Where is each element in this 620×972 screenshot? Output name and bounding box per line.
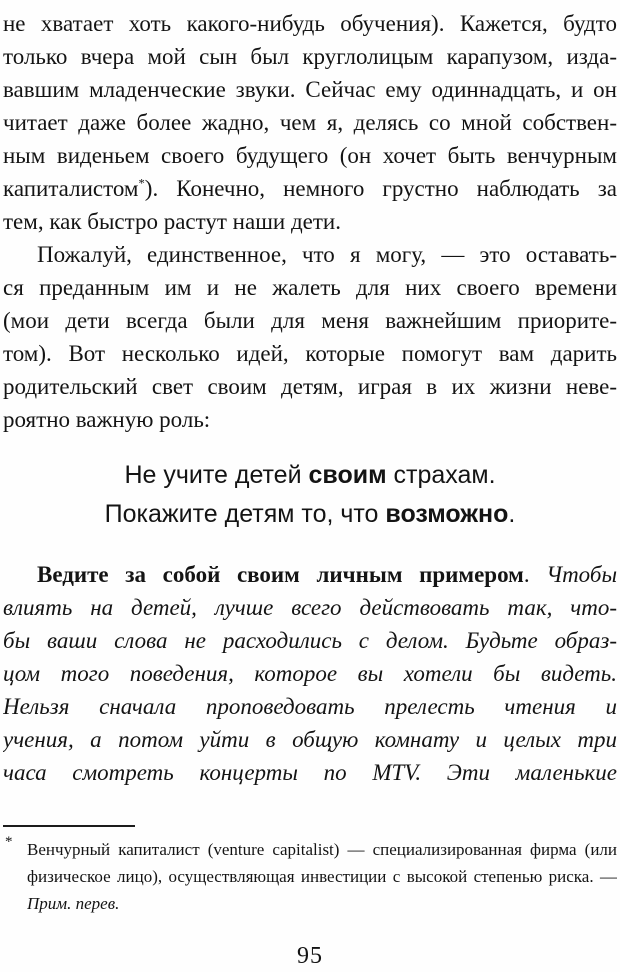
text-run: Чтобы xyxy=(546,562,617,587)
text-line xyxy=(3,657,617,690)
text-line xyxy=(3,7,617,40)
text-run: . xyxy=(523,562,547,587)
text-run: . xyxy=(508,500,516,528)
text-line xyxy=(3,304,617,337)
text-run: ). Конечно, немного грустно наблюдать за xyxy=(144,176,617,201)
footnote-marker: * xyxy=(5,834,13,850)
text-line xyxy=(3,172,617,205)
text-line xyxy=(3,106,617,139)
text-run: физическое лицо), осуществляющая инвестиции с высокой степенью риска. — xyxy=(27,867,617,886)
text-run: цом того поведения, которое вы хотели бы видеть. xyxy=(3,661,617,686)
footnote-text xyxy=(3,836,617,917)
text-line xyxy=(3,690,617,723)
text-run: своим xyxy=(308,461,387,489)
text-line xyxy=(3,40,617,73)
text-line xyxy=(3,723,617,756)
text-run: роятно важную роль: xyxy=(3,407,211,432)
page-number: 95 xyxy=(297,943,323,969)
text-line xyxy=(3,205,617,238)
text-run: (мои дети всегда были для меня важнейшим приорите- xyxy=(3,308,617,333)
text-run: * xyxy=(138,176,145,191)
paragraph-2 xyxy=(3,238,617,436)
text-line xyxy=(3,495,617,534)
quote-block xyxy=(3,456,617,534)
text-line xyxy=(3,756,617,789)
paragraph-3 xyxy=(3,558,617,789)
text-line xyxy=(27,890,617,917)
text-run: Нельзя сначала проповедовать прелесть чтения и xyxy=(3,694,617,719)
text-run: Венчурный капиталист (venture capitalist) — специализированная фирма (или xyxy=(27,840,617,859)
text-run: учения, а потом уйти в общую комнату и целых три xyxy=(3,727,617,752)
text-run: влиять на детей, лучше всего действовать так, что- xyxy=(3,595,617,620)
text-line xyxy=(3,591,617,624)
text-run: часа смотреть концерты по MTV. Эти маленькие xyxy=(3,760,617,785)
text-line xyxy=(27,863,617,890)
text-run: ным виденьем своего будущего (он хочет быть венчурным xyxy=(3,143,617,168)
text-line xyxy=(3,337,617,370)
text-run: ся преданным им и не жалеть для них своего времени xyxy=(3,275,617,300)
text-run: возможно xyxy=(385,500,509,528)
text-run: только вчера мой сын был круглолицым карапузом, изда- xyxy=(3,44,617,69)
text-run: родительский свет своим детям, играя в их жизни неве- xyxy=(3,374,617,399)
text-run: Покажите детям то, что xyxy=(104,500,386,528)
text-run: тем, как быстро растут наши дети. xyxy=(3,209,341,234)
text-run: Прим. перев. xyxy=(27,894,120,913)
text-run: бы ваши слова не расходились с делом. Будьте образ- xyxy=(3,628,617,653)
paragraph-1 xyxy=(3,7,617,238)
text-line xyxy=(3,139,617,172)
text-line xyxy=(3,624,617,657)
text-run: Не учите детей xyxy=(124,461,309,489)
text-line xyxy=(3,558,617,591)
text-line xyxy=(27,836,617,863)
text-run: страхам. xyxy=(386,461,496,489)
text-line xyxy=(3,73,617,106)
text-run: Пожалуй, единственное, что я могу, — это оставать- xyxy=(37,242,617,267)
text-run: вавшим младенческие звуки. Сейчас ему одиннадцать, и он xyxy=(3,77,617,102)
text-run: Ведите за собой своим личным примером xyxy=(37,562,524,587)
text-line xyxy=(3,238,617,271)
text-run: том). Вот несколько идей, которые помогут вам дарить xyxy=(3,341,617,366)
text-run: капиталистом xyxy=(3,176,139,201)
text-line xyxy=(3,403,617,436)
text-line xyxy=(3,456,617,495)
text-line xyxy=(3,271,617,304)
text-run: читает даже более жадно, чем я, делясь со мной собствен- xyxy=(3,110,617,135)
footnote-separator xyxy=(3,825,135,827)
text-run: не хватает хоть какого-нибудь обучения). Кажется, будто xyxy=(3,11,617,36)
footnote xyxy=(3,825,617,917)
text-line xyxy=(3,370,617,403)
